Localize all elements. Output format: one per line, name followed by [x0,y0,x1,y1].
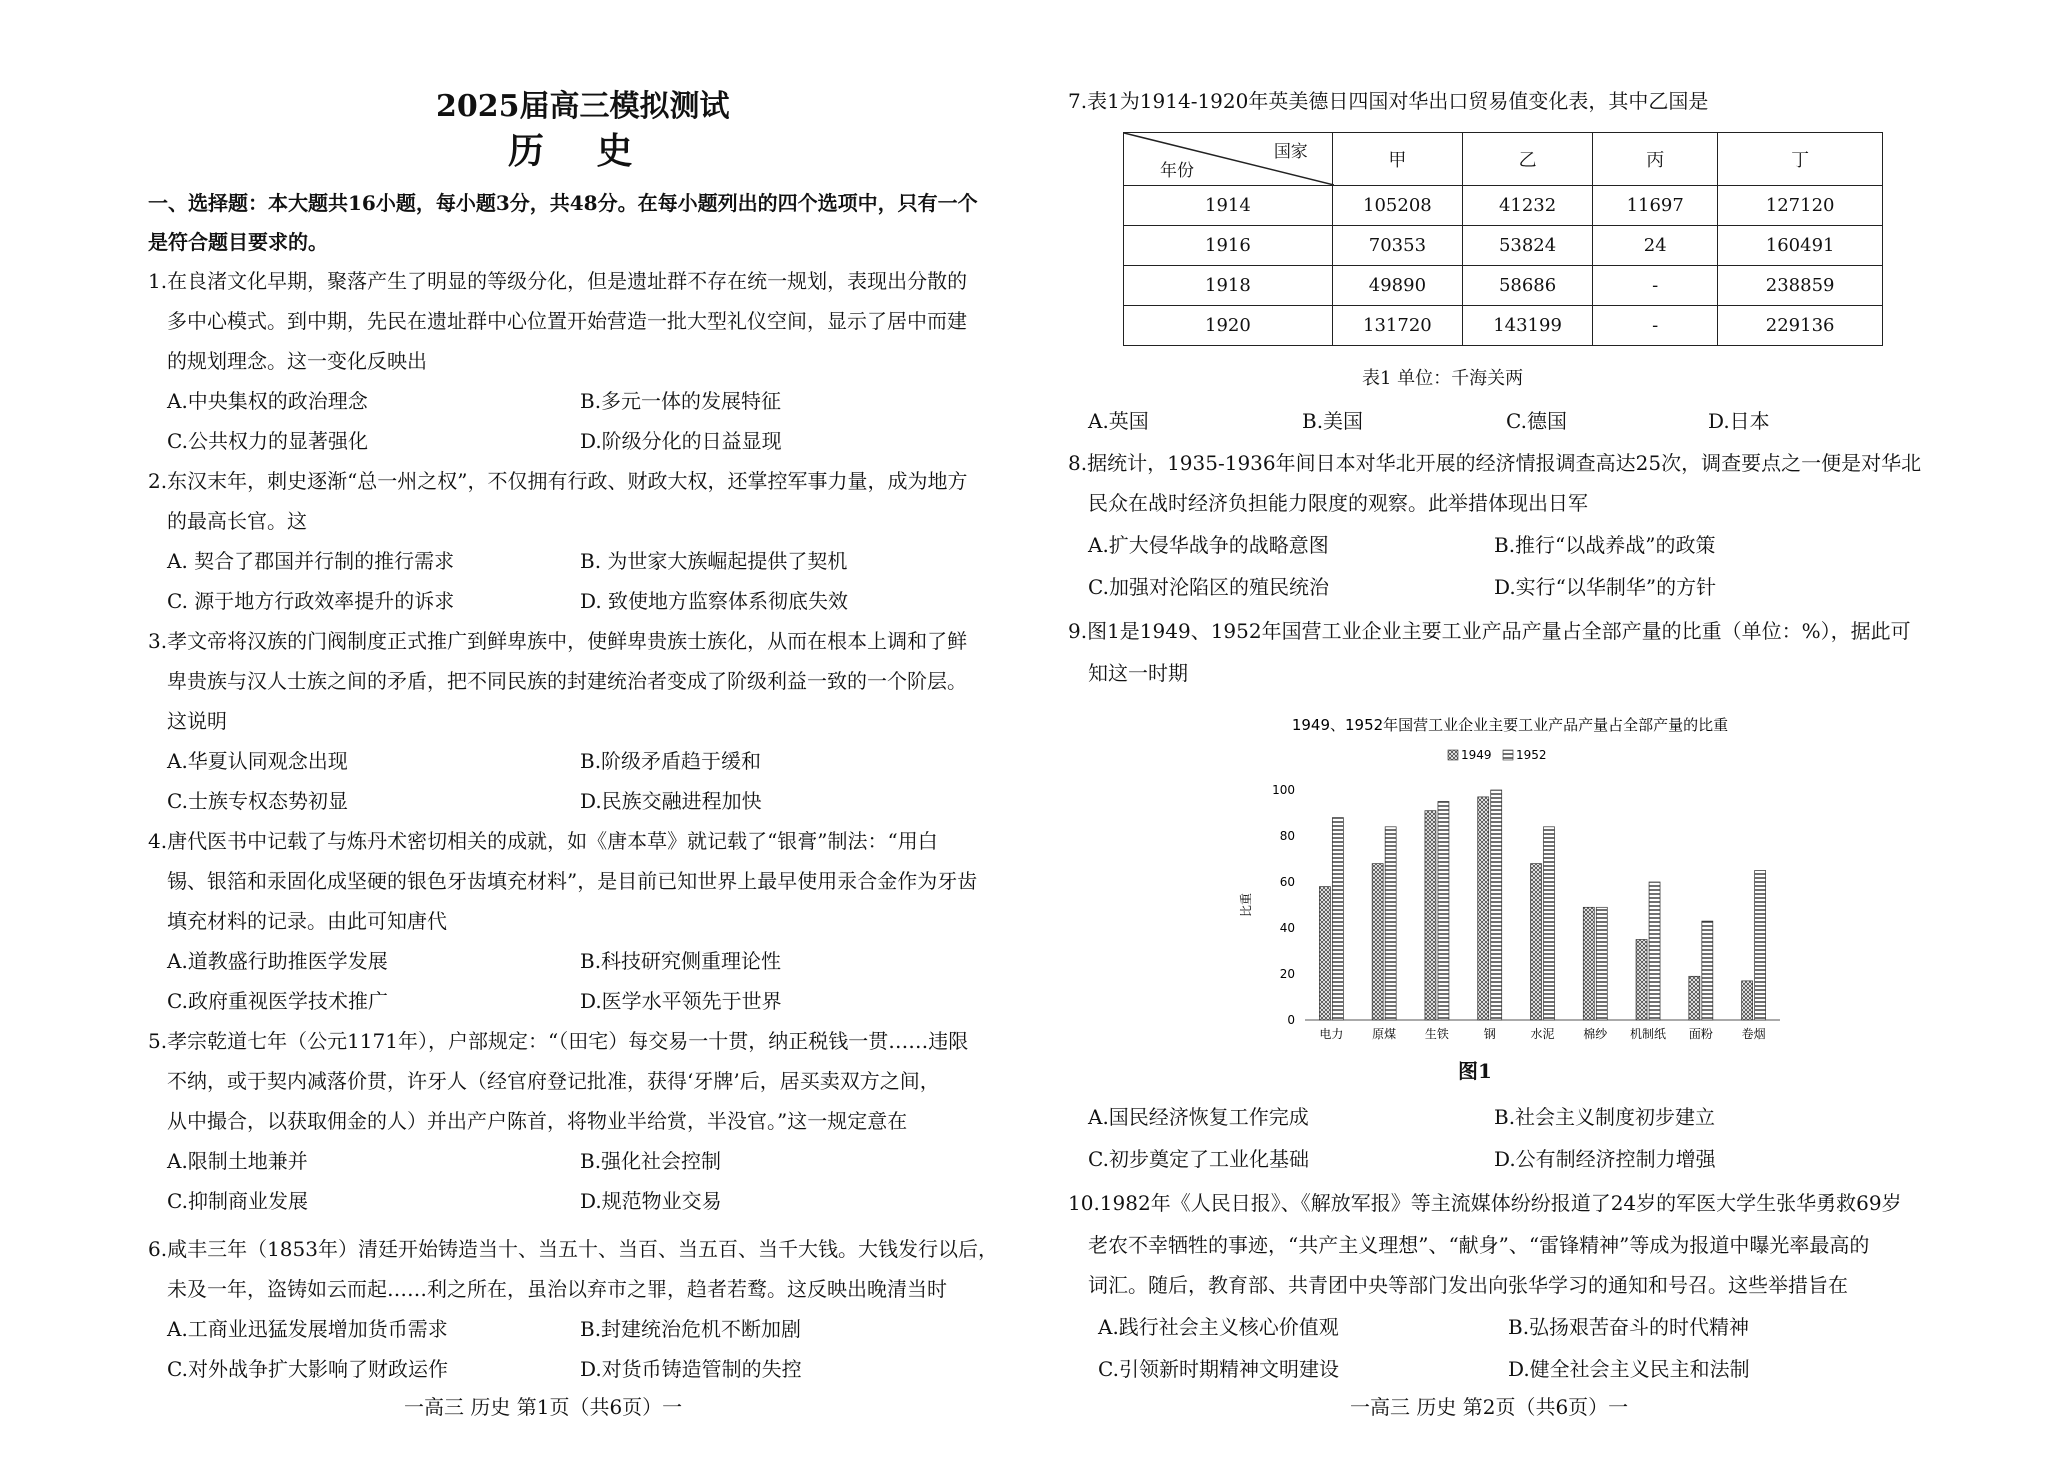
option-b[interactable]: B. 为世家大族崛起提供了契机 [580,549,848,573]
table-cell: 58686 [1462,266,1592,306]
option-d[interactable]: D.日本 [1708,409,1770,433]
option-b[interactable]: B.社会主义制度初步建立 [1494,1105,1716,1129]
option-c[interactable]: C. 源于地方行政效率提升的诉求 [167,589,455,613]
chart-title: 1949、1952年国营工业企业主要工业产品产量占全部产量的比重 [1291,716,1729,734]
bar-1949-3 [1478,797,1489,1020]
option-c[interactable]: C.德国 [1506,409,1567,433]
question-text: 8.据统计，1935-1936年间日本对华北开展的经济情报调查高达25次，调查要点之一便是对华北 [1068,451,1922,475]
option-a[interactable]: A. 契合了郡国并行制的推行需求 [167,549,455,573]
x-tick-label: 水泥 [1530,1027,1555,1040]
question-text: 这说明 [167,709,227,733]
x-tick-label: 钢 [1483,1027,1496,1040]
table-row [1124,186,1883,226]
bar-1949-4 [1531,864,1542,1020]
table-cell: 41232 [1462,186,1592,226]
bar-1952-4 [1544,827,1555,1020]
corner-country-label: 国家 [1273,142,1308,162]
legend-swatch-1949 [1448,750,1458,760]
option-a[interactable]: A.英国 [1088,409,1149,433]
question-text: 老农不幸牺牲的事迹，“共产主义理想”、“献身”、“雷锋精神”等成为报道中曝光率最高的 [1088,1233,1870,1257]
option-b[interactable]: B.美国 [1302,409,1364,433]
bar-1952-3 [1491,790,1502,1020]
option-d[interactable]: D.健全社会主义民主和法制 [1508,1357,1750,1381]
table-cell: 24 [1593,226,1718,266]
option-d[interactable]: D.实行“以华制华”的方针 [1494,575,1717,599]
question-text: 知这一时期 [1088,661,1188,685]
table-cell: 1914 [1124,186,1333,226]
table-cell: 229136 [1718,306,1883,346]
table-cell: - [1593,266,1718,306]
instruction-line-2: 是符合题目要求的。 [148,230,328,254]
option-d[interactable]: D.阶级分化的日益显现 [580,429,782,453]
bar-1952-6 [1649,882,1660,1020]
table-cell: 238859 [1718,266,1883,306]
subject-title: 历 史 [508,130,653,172]
option-a[interactable]: A.中央集权的政治理念 [167,389,368,413]
x-tick-label: 电力 [1319,1027,1344,1040]
y-tick-label: 40 [1279,921,1295,935]
bar-1952-1 [1385,827,1396,1020]
question-text: 民众在战时经济负担能力限度的观察。此举措体现出日军 [1088,491,1588,515]
question-text: 词汇。随后，教育部、共青团中央等部门发出向张华学习的通知和号召。这些举措旨在 [1088,1273,1848,1297]
page-footer-1: 一高三 历史 第1页（共6页）一 [404,1395,683,1419]
bar-1949-2 [1425,811,1436,1020]
y-tick-label: 20 [1279,967,1295,981]
table-header: 乙 [1462,133,1592,186]
x-tick-label: 棉纱 [1583,1027,1608,1040]
option-c[interactable]: C.引领新时期精神文明建设 [1098,1357,1339,1381]
bar-1949-5 [1583,907,1594,1020]
option-b[interactable]: B.多元一体的发展特征 [580,389,782,413]
table-cell: 53824 [1462,226,1592,266]
question-text: 锡、银箔和汞固化成坚硬的银色牙齿填充材料”，是目前已知世界上最早使用汞合金作为牙齿 [167,869,978,893]
option-a[interactable]: A.践行社会主义核心价值观 [1098,1315,1339,1339]
question-text: 的最高长官。这 [167,509,307,533]
y-tick-label: 80 [1279,829,1295,843]
question-text: 不纳，或于契内减落价贯，许牙人（经官府登记批准，获得‘牙牌’后，居买卖双方之间， [167,1069,940,1093]
legend-label-1952: 1952 [1516,748,1547,762]
option-d[interactable]: D.民族交融进程加快 [580,789,762,813]
option-a[interactable]: A.道教盛行助推医学发展 [167,949,388,973]
option-b[interactable]: B.强化社会控制 [580,1149,722,1173]
question-text: 7.表1为1914-1920年英美德日四国对华出口贸易值变化表，其中乙国是 [1068,89,1709,113]
x-tick-label: 面粉 [1688,1027,1713,1040]
question-text: 的规划理念。这一变化反映出 [167,349,427,373]
question-text: 3.孝文帝将汉族的门阀制度正式推广到鲜卑族中，使鲜卑贵族士族化，从而在根本上调和了鲜 [148,629,968,653]
option-c[interactable]: C.公共权力的显著强化 [167,429,368,453]
question-text: 9.图1是1949、1952年国营工业企业主要工业产品产量占全部产量的比重（单位：%），据此可 [1068,619,1911,643]
question-text: 6.咸丰三年（1853年）清廷开始铸造当十、当五十、当百、当五百、当千大钱。大钱发行以后， [148,1237,998,1261]
option-d[interactable]: D.对货币铸造管制的失控 [580,1357,802,1381]
table-caption: 表1 单位：千海关两 [1362,368,1524,389]
table-cell: 1916 [1124,226,1333,266]
option-a[interactable]: A.扩大侵华战争的战略意图 [1088,533,1329,557]
table-cell: 70353 [1332,226,1462,266]
x-tick-label: 原煤 [1372,1027,1397,1040]
option-d[interactable]: D.公有制经济控制力增强 [1494,1147,1716,1171]
bar-1949-8 [1742,981,1753,1020]
y-tick-label: 60 [1279,875,1295,889]
option-a[interactable]: A.限制土地兼并 [167,1149,308,1173]
trade-table [1123,132,1883,346]
table-header: 甲 [1332,133,1462,186]
x-tick-label: 生铁 [1424,1027,1449,1040]
option-c[interactable]: C.政府重视医学技术推广 [167,989,388,1013]
table-cell: 131720 [1332,306,1462,346]
option-b[interactable]: B.推行“以战养战”的政策 [1494,533,1716,557]
option-b[interactable]: B.阶级矛盾趋于缓和 [580,749,762,773]
bar-1952-5 [1596,907,1607,1020]
table-cell: 105208 [1332,186,1462,226]
option-c[interactable]: C.初步奠定了工业化基础 [1088,1147,1309,1171]
option-d[interactable]: D.医学水平领先于世界 [580,989,782,1013]
bar-1952-8 [1755,871,1766,1021]
exam-title: 2025届高三模拟测试 [436,89,730,124]
y-tick-label: 100 [1272,783,1295,797]
legend-label-1949: 1949 [1461,748,1492,762]
option-a[interactable]: A.工商业迅猛发展增加货币需求 [167,1317,448,1341]
table-cell: 127120 [1718,186,1883,226]
table-cell: 49890 [1332,266,1462,306]
corner-year-label: 年份 [1160,161,1194,181]
bar-chart [1220,700,1800,1040]
figure-caption: 图1 [1458,1059,1492,1083]
y-axis-label: 比重 [1239,892,1253,918]
option-d[interactable]: D.规范物业交易 [580,1189,722,1213]
y-tick-label: 0 [1287,1013,1295,1027]
table-cell: 160491 [1718,226,1883,266]
question-text: 4.唐代医书中记载了与炼丹术密切相关的成就，如《唐本草》就记载了“银膏”制法：“用白 [148,829,938,853]
question-text: 5.孝宗乾道七年（公元1171年），户部规定：“（田宅）每交易一十贯，纳正税钱一贯……违限 [148,1029,969,1053]
table-corner [1124,133,1333,186]
question-text: 卑贵族与汉人士族之间的矛盾，把不同民族的封建统治者变成了阶级利益一致的一个阶层。 [167,669,967,693]
page-footer-2: 一高三 历史 第2页（共6页）一 [1350,1395,1629,1419]
option-c[interactable]: C.对外战争扩大影响了财政运作 [167,1357,448,1381]
table-cell: 1918 [1124,266,1333,306]
option-b[interactable]: B.科技研究侧重理论性 [580,949,782,973]
table-cell: 143199 [1462,306,1592,346]
table-row [1124,306,1883,346]
table-cell: 1920 [1124,306,1333,346]
instruction-line-1: 一、选择题：本大题共16小题，每小题3分，共48分。在每小题列出的四个选项中，只有一个 [148,191,978,215]
question-text: 10.1982年《人民日报》、《解放军报》等主流媒体纷纷报道了24岁的军医大学生张华勇救69岁 [1068,1191,1902,1215]
question-text: 多中心模式。到中期，先民在遗址群中心位置开始营造一批大型礼仪空间，显示了居中而建 [167,309,967,333]
option-a[interactable]: A.国民经济恢复工作完成 [1088,1105,1309,1129]
option-d[interactable]: D. 致使地方监察体系彻底失效 [580,589,849,613]
question-text: 未及一年，盗铸如云而起……利之所在，虽治以弃市之罪，趋者若鹜。这反映出晚清当时 [167,1277,947,1301]
table-row [1124,226,1883,266]
question-text: 1.在良渚文化早期，聚落产生了明显的等级分化，但是遗址群不存在统一规划，表现出分散的 [148,269,968,293]
option-a[interactable]: A.华夏认同观念出现 [167,749,348,773]
option-c[interactable]: C.士族专权态势初显 [167,789,348,813]
x-tick-label: 机制纸 [1630,1027,1667,1040]
table-header: 丁 [1718,133,1883,186]
option-c[interactable]: C.加强对沦陷区的殖民统治 [1088,575,1329,599]
option-c[interactable]: C.抑制商业发展 [167,1189,308,1213]
table-cell: 11697 [1593,186,1718,226]
x-tick-label: 卷烟 [1741,1027,1766,1040]
table-cell: - [1593,306,1718,346]
bar-1949-0 [1319,887,1330,1020]
bar-1949-7 [1689,976,1700,1020]
table-header: 丙 [1593,133,1718,186]
question-text: 2.东汉末年，刺史逐渐“总一州之权”，不仅拥有行政、财政大权，还掌控军事力量，成为地方 [148,469,968,493]
table-row [1124,266,1883,306]
bar-1949-1 [1372,864,1383,1020]
legend-swatch-1952 [1503,750,1513,760]
option-b[interactable]: B.封建统治危机不断加剧 [580,1317,802,1341]
bar-1952-7 [1702,921,1713,1020]
question-text: 从中撮合，以获取佣金的人）并出产户陈首，将物业半给赏，半没官。”这一规定意在 [167,1109,908,1133]
bar-1952-2 [1438,802,1449,1021]
option-b[interactable]: B.弘扬艰苦奋斗的时代精神 [1508,1315,1750,1339]
bar-1949-6 [1636,940,1647,1021]
bar-1952-0 [1332,818,1343,1020]
question-text: 填充材料的记录。由此可知唐代 [167,909,447,933]
